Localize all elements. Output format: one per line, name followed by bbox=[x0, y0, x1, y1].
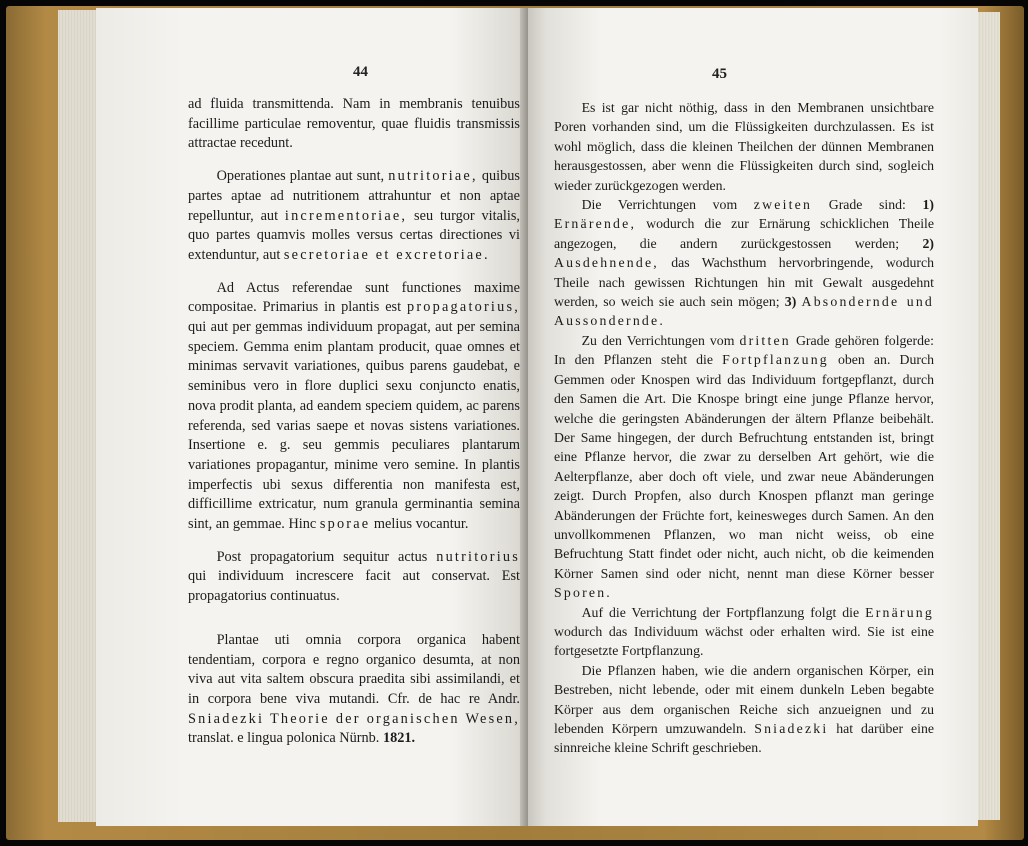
right-page bbox=[528, 8, 978, 826]
page-number-right: 45 bbox=[712, 66, 727, 82]
paragraph: Die Pflanzen haben, wie die andern organischen Körper, ein Bestreben, nicht lebende, oder mit einem dunkeln Leben begabte Körper aus dem organischen Reiche sich anzueignen und zu lebenden Körpern umzuwandeln. Sniadezki hat darüber eine sinnreiche kleine Schrift geschrieben. bbox=[554, 662, 934, 756]
paragraph: ad fluida transmittenda. Nam in membranis tenuibus facillime particulae removentur, quae fluidis transmissis attractae recedunt. bbox=[188, 96, 520, 152]
right-page-text bbox=[554, 98, 934, 758]
left-page-text bbox=[188, 95, 520, 749]
paragraph: Ad Actus referendae sunt functiones maxime compositae. Primarius in plantis est propagatorius, qui aut per gemmas individuum propagat, aut per semina speciem. Gemma enim plantam producit, quae omnes et minimas servavit variationes, quibus parens gaudebat, e seminibus vero in flore duplici sexu conjuncto enatis, nova prodit planta, ad eandem speciem quidem, ac parens referenda, sed varias saepe et novas sistens variationes. Insertione e. g. seu gemmis peculiares plantarum variationes propagantur, minime vero semine. In plantis imperfectis ubi sexus differentia non manifesta est, difficillime extricatur, num granula germinantia semina sint, an gemmae. Hinc sporae melius vocantur. bbox=[188, 279, 520, 533]
paragraph: Plantae uti omnia corpora organica habent tendentiam, corpora e regno organico desumta, at non viva aut vita saltem obscura praedita sibi assimilandi, et in corpora bene viva mutandi. Cfr. de hac re Andr. Sniadezki Theorie der organischen Wesen, translat. e lingua polonica Nürnb. 1821. bbox=[188, 631, 520, 747]
paragraph: Zu den Verrichtungen vom dritten Grade gehören folgerde: In den Pflanzen steht die Fortpflanzung oben an. Durch Gemmen oder Knospen wird das Individuum fortgepflanzt, durch den Samen die Art. Die Knospe bringt eine junge Pflanze hervor, welche die geringsten Abänderungen der ältern Pflanze beibehält. Der Same hingegen, der durch Befruchtung entstanden ist, bringt eine Pflanze hervor, die zwar zu derselben Art gehört, wie die Aelterpflanze, aber doch oft viele, und zwar neue Abänderungen zeigt. Durch Propfen, also durch Knospen pflanzt man geringe Abänderungen der Früchte fort, keinesweges durch Samen. An den unvollkommenen Pflanzen, wo man nicht weiss, ob eine Befruchtung Statt findet oder nicht, auch nicht, ob die keimenden Körner Samen sind oder nicht, nennt man diese Körner besser Sporen. bbox=[554, 332, 934, 601]
paragraph: Post propagatorium sequitur actus nutritorius qui individuum increscere facit aut conservat. Est propagatorius continuatus. bbox=[188, 548, 520, 605]
paragraph: Auf die Verrichtung der Fortpflanzung folgt die Ernärung wodurch das Individuum wächst oder erhalten wird. Sie ist eine fortgesetzte Fortpflanzung. bbox=[554, 604, 934, 659]
left-page bbox=[96, 8, 530, 826]
paragraph: Die Verrichtungen vom zweiten Grade sind: 1) Ernärende, wodurch die zur Ernärung schicklichen Theile angezogen, die andern zurückgestossen werden; 2) Ausdehnende, das Wachsthum hervorbringende, wodurch Theile nach gewissen Richtungen hin mit Gewalt ausgedehnt werden, so weich sie auch sein mögen; 3) Absondernde und Aussondernde. bbox=[554, 197, 935, 329]
paragraph: Operationes plantae aut sunt, nutritoriae, quibus partes aptae ad nutritionem attrahuntur et non aptae repelluntur, aut incrementoriae, seu turgor vitalis, quo partes quamvis molles versus certas directiones vi extenduntur, aut secretoriae et excretoriae. bbox=[188, 168, 521, 263]
paragraph: Es ist gar nicht nöthig, dass in den Membranen unsichtbare Poren vorhanden sind, um die Flüssigkeiten durchzulassen. Es ist wohl möglich, dass die kleinen Theilchen der dünnen Membranen herausgestossen, aber wenn die Flüssigkeiten durch sind, sogleich wieder zurückgezogen werden. bbox=[554, 100, 934, 193]
page-number-left: 44 bbox=[353, 64, 368, 80]
